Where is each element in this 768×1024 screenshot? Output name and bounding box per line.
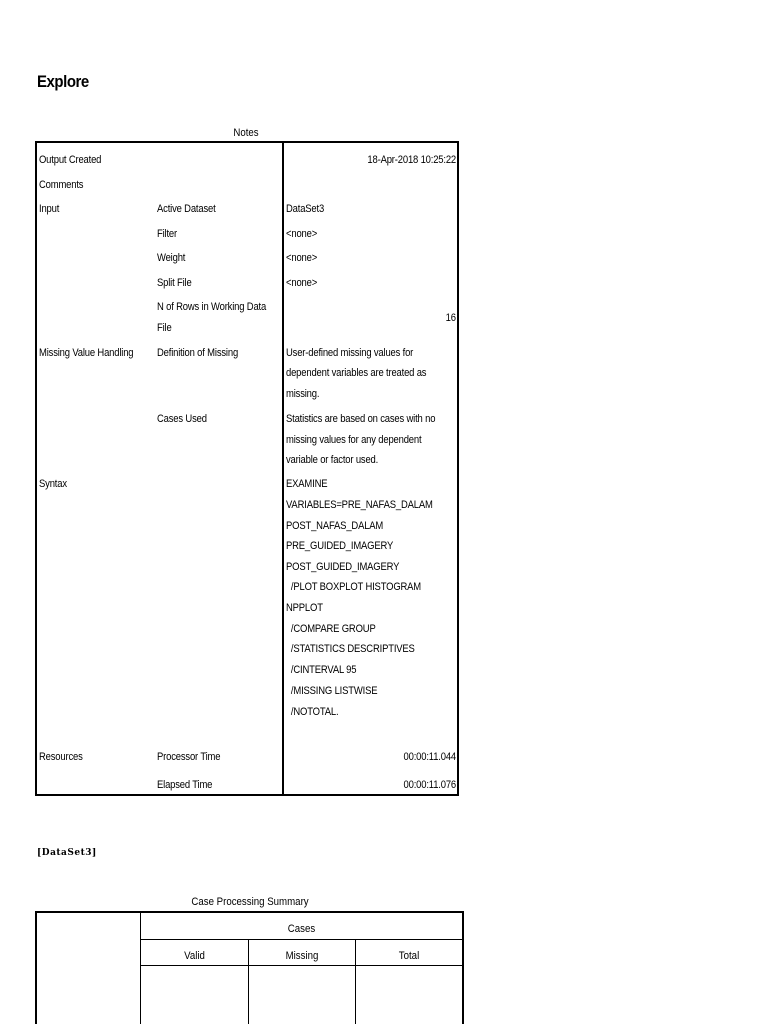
output-created-label: Output Created (39, 154, 102, 166)
missing-header: Missing (285, 950, 319, 962)
cases-divider (141, 939, 462, 940)
cases-header: Cases (287, 923, 316, 935)
syntax-line-8: /COMPARE GROUP (286, 623, 376, 635)
dataset-tag: [DataSet3] (37, 848, 97, 858)
weight-value: <none> (286, 252, 318, 264)
cases-used-line-1: Statistics are based on cases with no (286, 413, 436, 425)
processor-time-value: 00:00:11.044 (403, 751, 456, 763)
syntax-line-6: /PLOT BOXPLOT HISTOGRAM (286, 581, 422, 593)
syntax-label: Syntax (39, 478, 67, 490)
elapsed-time-value: 00:00:11.076 (403, 779, 456, 791)
col-divider-1 (248, 940, 249, 1024)
syntax-line-2: VARIABLES=PRE_NAFAS_DALAM (286, 499, 433, 511)
col-divider-2 (355, 940, 356, 1024)
subheader-divider (141, 965, 462, 966)
notes-divider (282, 141, 284, 796)
filter-value: <none> (286, 228, 318, 240)
syntax-line-12: /NOTOTAL. (286, 706, 339, 718)
weight-label: Weight (157, 252, 186, 264)
resources-label: Resources (39, 751, 83, 763)
syntax-line-3: POST_NAFAS_DALAM (286, 520, 384, 532)
total-header: Total (398, 950, 420, 962)
definition-of-missing-label: Definition of Missing (157, 347, 239, 359)
notes-caption: Notes (233, 127, 259, 139)
filter-label: Filter (157, 228, 177, 240)
comments-label: Comments (39, 179, 84, 191)
syntax-line-4: PRE_GUIDED_IMAGERY (286, 540, 394, 552)
split-file-value: <none> (286, 277, 318, 289)
syntax-line-5: POST_GUIDED_IMAGERY (286, 561, 400, 573)
case-summary-left-border (35, 911, 37, 1024)
split-file-label: Split File (157, 277, 192, 289)
syntax-line-10: /CINTERVAL 95 (286, 664, 357, 676)
cases-used-line-2: missing values for any dependent (286, 434, 422, 446)
active-dataset-label: Active Dataset (157, 203, 216, 215)
case-summary-right-border (462, 911, 464, 1024)
syntax-line-7: NPPLOT (286, 602, 323, 614)
output-created-value: 18-Apr-2018 10:25:22 (367, 154, 456, 166)
n-rows-label-line1: N of Rows in Working Data (157, 301, 267, 313)
explore-heading: Explore (37, 72, 89, 91)
definition-line-2: dependent variables are treated as (286, 367, 427, 379)
syntax-line-11: /MISSING LISTWISE (286, 685, 378, 697)
definition-line-3: missing. (286, 388, 320, 400)
missing-value-handling-label: Missing Value Handling (39, 347, 134, 359)
active-dataset-value: DataSet3 (286, 203, 325, 215)
case-summary-caption: Case Processing Summary (191, 896, 309, 908)
notes-table (35, 141, 459, 796)
elapsed-time-label: Elapsed Time (157, 779, 213, 791)
n-rows-value: 16 (445, 312, 456, 324)
case-summary-top-border (35, 911, 464, 913)
processor-time-label: Processor Time (157, 751, 221, 763)
syntax-line-9: /STATISTICS DESCRIPTIVES (286, 643, 415, 655)
syntax-line-1: EXAMINE (286, 478, 328, 490)
cases-used-label: Cases Used (157, 413, 207, 425)
input-label: Input (39, 203, 60, 215)
valid-header: Valid (184, 950, 205, 962)
case-summary-stub-divider (140, 911, 141, 1024)
n-rows-label-line2: File (157, 322, 172, 334)
cases-used-line-3: variable or factor used. (286, 454, 379, 466)
definition-line-1: User-defined missing values for (286, 347, 414, 359)
